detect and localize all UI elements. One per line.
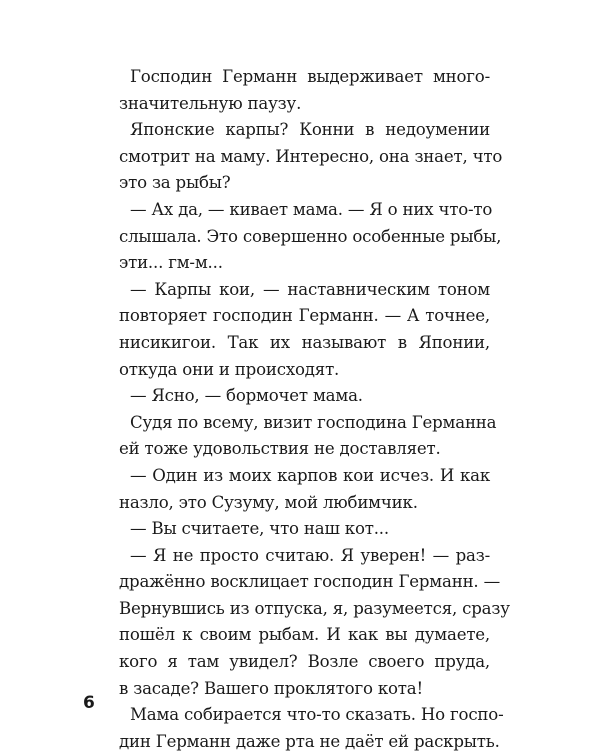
text-line: — Ясно, — бормочет мама. xyxy=(130,386,363,406)
text-line: Японские карпы? Конни в недоумении xyxy=(130,120,490,140)
text-line: — Я не просто считаю. Я уверен! — раз- xyxy=(130,545,490,565)
text-line: пошёл к своим рыбам. И как вы думаете, xyxy=(119,625,490,645)
text-line: в засаде? Вашего проклятого кота! xyxy=(119,678,423,698)
text-line: — Карпы кои, — наставническим тоном xyxy=(130,279,490,299)
text-line: эти... гм-м... xyxy=(119,253,223,273)
paragraph xyxy=(119,197,502,277)
text-line: повторяет господин Германн. — А точнее, xyxy=(119,306,490,326)
text-line: дражённо восклицает господин Германн. — xyxy=(119,572,500,592)
text-line: кого я там увидел? Возле своего пруда, xyxy=(119,652,490,672)
page-number: 6 xyxy=(83,693,95,713)
paragraph xyxy=(119,463,490,516)
text-line: смотрит на маму. Интересно, она знает, что xyxy=(119,146,503,166)
text-line: — Вы считаете, что наш кот... xyxy=(130,519,389,539)
paragraph xyxy=(119,277,490,383)
paragraph xyxy=(119,410,497,463)
text-line: дин Германн даже рта не даёт ей раскрыть. xyxy=(119,731,500,751)
paragraph xyxy=(119,543,510,703)
text-line: Судя по всему, визит господина Германна xyxy=(130,412,497,432)
paragraph xyxy=(119,516,490,543)
text-line: это за рыбы? xyxy=(119,173,231,193)
paragraph xyxy=(119,117,503,197)
paragraph xyxy=(119,64,490,117)
text-line: значительную паузу. xyxy=(119,93,302,113)
paragraph xyxy=(119,383,490,410)
text-line: Господин Германн выдерживает много- xyxy=(130,67,490,86)
text-line: — Ах да, — кивает мама. — Я о них что-то xyxy=(130,199,493,219)
text-line: Мама собирается что-то сказать. Но госпо- xyxy=(130,705,504,725)
text-line: назло, это Сузуму, мой любимчик. xyxy=(119,492,418,512)
text-line: слышала. Это совершенно особенные рыбы, xyxy=(119,226,502,246)
text-line: — Один из моих карпов кои исчез. И как xyxy=(130,465,490,485)
body-text xyxy=(119,64,510,755)
text-line: откуда они и происходят. xyxy=(119,359,340,379)
text-line: Вернувшись из отпуска, я, разумеется, сразу xyxy=(119,598,510,618)
text-line: ей тоже удовольствия не доставляет. xyxy=(119,439,441,459)
paragraph xyxy=(119,702,504,755)
text-line: нисикигои. Так их называют в Японии, xyxy=(119,332,490,352)
